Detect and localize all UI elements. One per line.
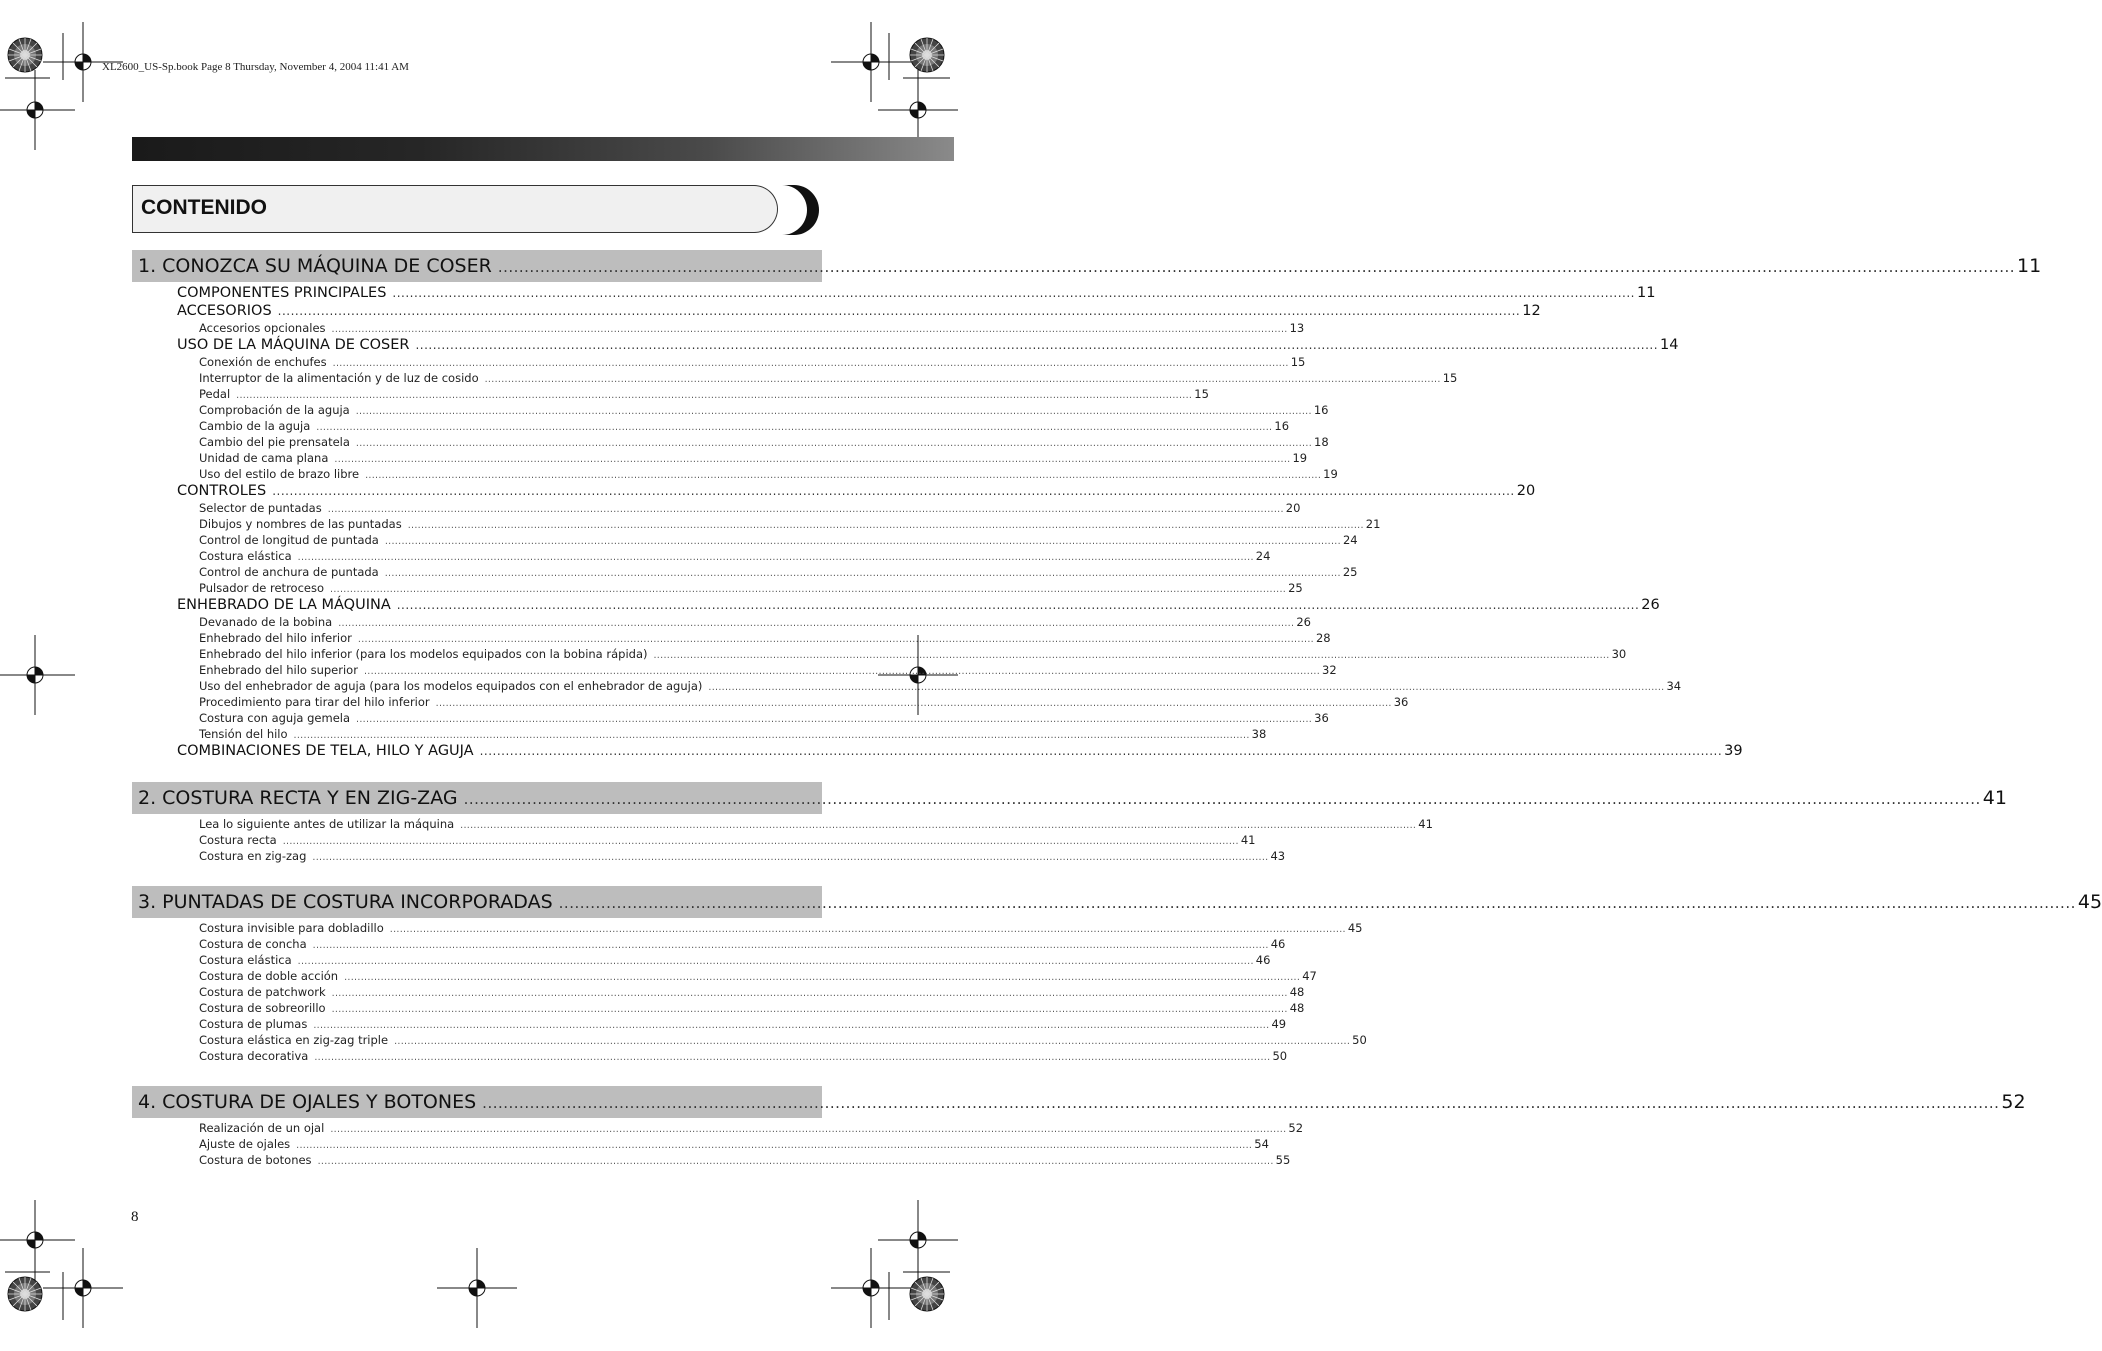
toc-entry-sub	[132, 678, 1682, 694]
toc-entry-sub	[132, 564, 1358, 580]
section-title-page: 11	[2017, 255, 2042, 277]
toc-entry-sub	[132, 1152, 1291, 1168]
toc-entry-sub-label: Costura elástica	[199, 549, 292, 563]
toc-entry-sub	[132, 320, 1305, 336]
toc-entry-sub-label: Control de longitud de puntada	[199, 533, 379, 547]
toc-entry-sub-label: Enhebrado del hilo inferior	[199, 631, 352, 645]
section-gap	[132, 760, 822, 782]
toc-entry-sub	[132, 614, 1311, 630]
toc-entry-sub	[132, 402, 1329, 418]
toc-entry-sub	[132, 370, 1458, 386]
toc-entry-sub-label: Costura de patchwork	[199, 985, 326, 999]
toc-entry-main-label: ENHEBRADO DE LA MÁQUINA	[177, 597, 391, 613]
dot-leader: ................................................................................................................................................................................................................................................................................................	[384, 536, 1341, 547]
toc-entry-sub-label: Pulsador de retroceso	[199, 581, 325, 595]
toc-entry-sub-page: 16	[1313, 403, 1329, 417]
dot-leader: ................................................................................................................................................................................................................................................................................................	[316, 422, 1273, 433]
dot-leader: ................................................................................................................................................................................................................................................................................................	[272, 484, 1515, 498]
dot-leader: ................................................................................................................................................................................................................................................................................................	[463, 790, 1981, 808]
toc-entry-sub	[132, 1136, 1269, 1152]
page-title: CONTENIDO	[141, 196, 267, 219]
section-gap	[132, 864, 822, 886]
toc-entry-sub	[132, 968, 1317, 984]
toc-entry-sub-page: 15	[1194, 387, 1209, 401]
toc-entry-sub	[132, 386, 1209, 402]
toc-entry-sub-label: Costura decorativa	[199, 1049, 309, 1063]
toc-entry-sub	[132, 1032, 1367, 1048]
toc-entry-sub-label: Costura invisible para dobladillo	[199, 921, 384, 935]
toc-entry-sub-page: 52	[1288, 1121, 1304, 1135]
toc-entry-sub-label: Unidad de cama plana	[199, 451, 329, 465]
section-header	[132, 782, 2007, 814]
toc-entry-sub	[132, 1000, 1305, 1016]
dot-leader: ................................................................................................................................................................................................................................................................................................	[338, 618, 1295, 629]
toc-entry-sub-page: 15	[1290, 355, 1306, 369]
toc-entry-sub-label: Enhebrado del hilo superior	[199, 663, 358, 677]
toc-entry-main-page: 11	[1636, 285, 1656, 301]
toc-entry-sub	[132, 354, 1306, 370]
toc-entry-main-page: 26	[1641, 597, 1660, 613]
toc-entry-main	[132, 336, 1679, 354]
toc-entry-sub-page: 18	[1314, 435, 1329, 449]
toc-entry-sub-label: Pedal	[199, 387, 231, 401]
toc-entry-main-label: COMBINACIONES DE TELA, HILO Y AGUJA	[177, 743, 474, 759]
toc-entry-sub-page: 45	[1347, 921, 1363, 935]
dot-leader: ................................................................................................................................................................................................................................................................................................	[460, 820, 1417, 831]
print-info-header: XL2600_US-Sp.book Page 8 Thursday, November 4, 2004 11:41 AM	[102, 61, 409, 73]
toc-entry-sub-label: Ajuste de ojales	[199, 1137, 291, 1151]
toc-entry-main-page: 20	[1516, 483, 1536, 499]
section-title-label: 1. CONOZCA SU MÁQUINA DE COSER	[138, 255, 492, 277]
toc-entry-sub-page: 36	[1393, 695, 1409, 709]
dot-leader: ................................................................................................................................................................................................................................................................................................	[331, 324, 1288, 335]
toc-entry-sub	[132, 434, 1329, 450]
toc-entry-sub-page: 43	[1270, 849, 1286, 863]
toc-entry-sub-page: 34	[1666, 679, 1682, 693]
toc-entry-sub	[132, 936, 1286, 952]
toc-entry-sub-page: 36	[1314, 711, 1329, 725]
toc-entry-sub-page: 48	[1289, 1001, 1305, 1015]
toc-entry-sub-page: 55	[1275, 1153, 1291, 1167]
dot-leader: ................................................................................................................................................................................................................................................................................................	[394, 1036, 1351, 1047]
toc-entry-sub-label: Accesorios opcionales	[199, 321, 326, 335]
toc-entry-sub-page: 46	[1255, 953, 1271, 967]
toc-entry-sub	[132, 726, 1267, 742]
section-entries	[132, 814, 1433, 864]
section-entries	[132, 918, 1367, 1064]
toc-entry-sub	[132, 516, 1381, 532]
dot-leader: ................................................................................................................................................................................................................................................................................................	[344, 972, 1301, 983]
dot-leader: ................................................................................................................................................................................................................................................................................................	[355, 406, 1312, 417]
toc-entry-sub-label: Costura con aguja gemela	[199, 711, 351, 725]
section-gap	[132, 1064, 822, 1086]
toc-entry-sub-page: 49	[1271, 1017, 1287, 1031]
dot-leader: ................................................................................................................................................................................................................................................................................................	[331, 988, 1288, 999]
toc-entry-sub	[132, 580, 1303, 596]
toc-entry-main-label: COMPONENTES PRINCIPALES	[177, 285, 387, 301]
dot-leader: ................................................................................................................................................................................................................................................................................................	[327, 504, 1284, 515]
toc-entry-sub-page: 16	[1274, 419, 1290, 433]
toc-entry-sub-label: Cambio de la aguja	[199, 419, 311, 433]
toc-entry-sub-page: 38	[1251, 727, 1267, 741]
section-entries	[132, 1118, 1304, 1168]
toc-entry-sub-label: Comprobación de la aguja	[199, 403, 350, 417]
dot-leader: ................................................................................................................................................................................................................................................................................................	[435, 698, 1392, 709]
toc-entry-main-label: ACCESORIOS	[177, 303, 272, 319]
section-header	[132, 886, 2102, 918]
section-header	[132, 1086, 2026, 1118]
toc-entry-sub-page: 46	[1270, 937, 1286, 951]
toc-entry-main-page: 14	[1660, 337, 1679, 353]
section-title-page: 41	[1982, 787, 2007, 809]
dot-leader: ................................................................................................................................................................................................................................................................................................	[331, 1004, 1288, 1015]
dot-leader: ................................................................................................................................................................................................................................................................................................	[479, 744, 1723, 758]
dot-leader: ................................................................................................................................................................................................................................................................................................	[365, 470, 1322, 481]
toc-entry-sub-page: 21	[1365, 517, 1381, 531]
toc-entry-sub-label: Enhebrado del hilo inferior (para los modelos equipados con la bobina rápida)	[199, 647, 648, 661]
dot-leader: ................................................................................................................................................................................................................................................................................................	[297, 956, 1254, 967]
dot-leader: ................................................................................................................................................................................................................................................................................................	[356, 714, 1313, 725]
toc-entry-main-page: 39	[1724, 743, 1743, 759]
toc-entry-sub-label: Costura elástica en zig-zag triple	[199, 1033, 389, 1047]
title-box-end	[720, 185, 778, 233]
toc-entry-sub-page: 48	[1289, 985, 1305, 999]
dot-leader: ................................................................................................................................................................................................................................................................................................	[332, 358, 1289, 369]
dot-leader: ................................................................................................................................................................................................................................................................................................	[484, 374, 1441, 385]
section-title	[138, 1091, 2026, 1113]
dot-leader: ................................................................................................................................................................................................................................................................................................	[236, 390, 1193, 401]
toc-entry-sub	[132, 832, 1256, 848]
toc-entry-sub-label: Control de anchura de puntada	[199, 565, 379, 579]
dot-leader: ................................................................................................................................................................................................................................................................................................	[558, 894, 2076, 912]
toc-entry-sub	[132, 466, 1338, 482]
toc-entry-sub-label: Costura de sobreorillo	[199, 1001, 326, 1015]
toc-entry-sub	[132, 1120, 1304, 1136]
toc-entry-sub-page: 47	[1302, 969, 1317, 983]
toc-entry-sub	[132, 710, 1329, 726]
section-title	[138, 891, 2102, 913]
dot-leader: ................................................................................................................................................................................................................................................................................................	[277, 304, 1521, 318]
dot-leader: ................................................................................................................................................................................................................................................................................................	[357, 634, 1314, 645]
section-header	[132, 250, 2042, 282]
toc-entry-sub-label: Costura de plumas	[199, 1017, 308, 1031]
toc-entry-main	[132, 302, 1541, 320]
toc-entry-sub	[132, 1048, 1288, 1064]
toc-entry-sub-label: Cambio del pie prensatela	[199, 435, 350, 449]
table-of-contents	[132, 250, 2102, 1168]
toc-entry-sub-page: 41	[1418, 817, 1433, 831]
toc-entry-main-label: CONTROLES	[177, 483, 267, 499]
toc-entry-sub-page: 30	[1611, 647, 1627, 661]
toc-entry-sub-label: Costura recta	[199, 833, 277, 847]
toc-entry-sub-label: Costura de botones	[199, 1153, 312, 1167]
toc-entry-sub	[132, 662, 1337, 678]
dot-leader: ................................................................................................................................................................................................................................................................................................	[497, 258, 2016, 276]
section-title	[138, 787, 2007, 809]
toc-entry-sub-page: 25	[1288, 581, 1303, 595]
dot-leader: ................................................................................................................................................................................................................................................................................................	[330, 584, 1287, 595]
dot-leader: ................................................................................................................................................................................................................................................................................................	[334, 454, 1291, 465]
toc-entry-sub	[132, 500, 1301, 516]
toc-entry-sub-label: Costura en zig-zag	[199, 849, 307, 863]
toc-entry-sub-label: Selector de puntadas	[199, 501, 322, 515]
dot-leader: ................................................................................................................................................................................................................................................................................................	[482, 1094, 2000, 1112]
dot-leader: ................................................................................................................................................................................................................................................................................................	[297, 552, 1254, 563]
section-title-label: 3. PUNTADAS DE COSTURA INCORPORADAS	[138, 891, 553, 913]
dot-leader: ................................................................................................................................................................................................................................................................................................	[312, 940, 1269, 951]
toc-entry-main-label: USO DE LA MÁQUINA DE COSER	[177, 337, 410, 353]
dot-leader: ................................................................................................................................................................................................................................................................................................	[407, 520, 1364, 531]
dot-leader: ................................................................................................................................................................................................................................................................................................	[312, 852, 1269, 863]
toc-entry-sub-page: 50	[1272, 1049, 1288, 1063]
dot-leader: ................................................................................................................................................................................................................................................................................................	[363, 666, 1321, 677]
dot-leader: ................................................................................................................................................................................................................................................................................................	[415, 338, 1659, 352]
section-title-label: 4. COSTURA DE OJALES Y BOTONES	[138, 1091, 477, 1113]
toc-entry-sub-label: Procedimiento para tirar del hilo inferior	[199, 695, 430, 709]
toc-entry-sub-label: Dibujos y nombres de las puntadas	[199, 517, 402, 531]
toc-entry-sub-page: 19	[1292, 451, 1308, 465]
toc-entry-sub	[132, 816, 1433, 832]
toc-entry-sub	[132, 984, 1305, 1000]
toc-entry-sub	[132, 548, 1271, 564]
toc-entry-sub	[132, 694, 1409, 710]
toc-entry-sub	[132, 450, 1308, 466]
dot-leader: ................................................................................................................................................................................................................................................................................................	[293, 730, 1250, 741]
toc-entry-sub-label: Costura elástica	[199, 953, 292, 967]
toc-entry-sub	[132, 952, 1271, 968]
toc-entry-main-page: 12	[1522, 303, 1541, 319]
toc-entry-sub-page: 54	[1254, 1137, 1269, 1151]
toc-entry-sub-label: Conexión de enchufes	[199, 355, 327, 369]
toc-entry-sub-label: Devanado de la bobina	[199, 615, 333, 629]
toc-entry-sub-label: Tensión del hilo	[199, 727, 288, 741]
section-title	[138, 255, 2042, 277]
dot-leader: ................................................................................................................................................................................................................................................................................................	[296, 1140, 1253, 1151]
toc-entry-sub-label: Lea lo siguiente antes de utilizar la máquina	[199, 817, 455, 831]
toc-entry-sub	[132, 630, 1331, 646]
toc-entry-sub-page: 50	[1352, 1033, 1367, 1047]
toc-entry-sub-label: Realización de un ojal	[199, 1121, 325, 1135]
section-title-page: 45	[2077, 891, 2102, 913]
dot-leader: ................................................................................................................................................................................................................................................................................................	[396, 598, 1640, 612]
toc-entry-sub-page: 25	[1342, 565, 1358, 579]
toc-entry-sub-label: Costura de doble acción	[199, 969, 339, 983]
dot-leader: ................................................................................................................................................................................................................................................................................................	[384, 568, 1341, 579]
toc-entry-sub-page: 41	[1240, 833, 1256, 847]
dot-leader: ................................................................................................................................................................................................................................................................................................	[314, 1052, 1271, 1063]
toc-entry-sub-page: 19	[1323, 467, 1338, 481]
toc-entry-sub-page: 24	[1342, 533, 1358, 547]
toc-entry-sub-page: 32	[1322, 663, 1337, 677]
toc-entry-sub	[132, 532, 1358, 548]
toc-entry-sub-label: Uso del enhebrador de aguja (para los modelos equipados con el enhebrador de aguja)	[199, 679, 703, 693]
toc-entry-sub	[132, 418, 1290, 434]
toc-entry-main	[132, 742, 1743, 760]
toc-entry-sub-page: 26	[1296, 615, 1311, 629]
toc-entry-sub-page: 28	[1315, 631, 1331, 645]
dot-leader: ................................................................................................................................................................................................................................................................................................	[389, 924, 1346, 935]
toc-entry-sub-page: 20	[1285, 501, 1301, 515]
toc-entry-sub-page: 13	[1289, 321, 1305, 335]
toc-entry-sub-label: Interruptor de la alimentación y de luz de cosido	[199, 371, 479, 385]
page-number: 8	[131, 1209, 139, 1225]
section-title-label: 2. COSTURA RECTA Y EN ZIG-ZAG	[138, 787, 458, 809]
title-cap-decoration	[780, 185, 824, 235]
toc-entry-sub	[132, 1016, 1287, 1032]
toc-entry-main	[132, 482, 1536, 500]
dot-leader: ................................................................................................................................................................................................................................................................................................	[708, 682, 1665, 693]
dot-leader: ................................................................................................................................................................................................................................................................................................	[282, 836, 1239, 847]
dot-leader: ................................................................................................................................................................................................................................................................................................	[317, 1156, 1274, 1167]
dot-leader: ................................................................................................................................................................................................................................................................................................	[392, 286, 1635, 300]
dot-leader: ................................................................................................................................................................................................................................................................................................	[653, 650, 1610, 661]
toc-entry-sub	[132, 848, 1286, 864]
toc-entry-main	[132, 596, 1660, 614]
dot-leader: ................................................................................................................................................................................................................................................................................................	[313, 1020, 1270, 1031]
toc-entry-main	[132, 284, 1656, 302]
section-title-page: 52	[2001, 1091, 2026, 1113]
section-entries	[132, 282, 1743, 760]
toc-entry-sub-page: 15	[1442, 371, 1458, 385]
toc-entry-sub-label: Uso del estilo de brazo libre	[199, 467, 360, 481]
toc-entry-sub-label: Costura de concha	[199, 937, 307, 951]
dot-leader: ................................................................................................................................................................................................................................................................................................	[330, 1124, 1287, 1135]
toc-entry-sub	[132, 920, 1363, 936]
toc-entry-sub-page: 24	[1255, 549, 1271, 563]
toc-entry-sub	[132, 646, 1627, 662]
dot-leader: ................................................................................................................................................................................................................................................................................................	[355, 438, 1313, 449]
header-gradient-bar	[132, 137, 954, 161]
